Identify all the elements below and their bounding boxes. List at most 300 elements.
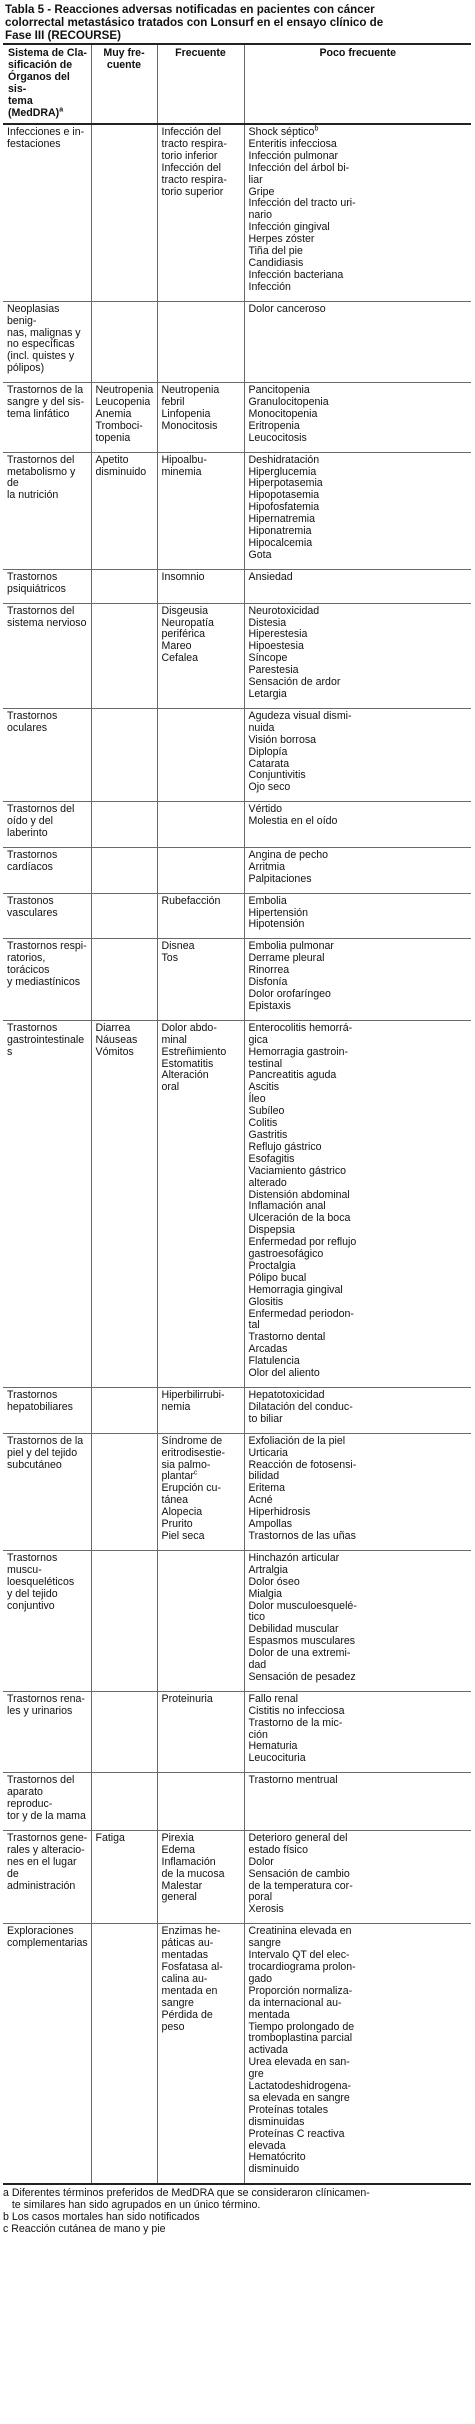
cell-text: Glositis [248, 1295, 284, 1308]
cell-line [7, 1706, 89, 1718]
cell-text: minal [161, 1033, 187, 1046]
cell-text: Ulceración de la boca [248, 1212, 351, 1225]
cell-line [162, 1892, 242, 1904]
organ-class-cell [3, 1924, 91, 2185]
cell-text: Dispepsia [248, 1224, 296, 1237]
uncommon-cell [244, 1691, 471, 1772]
uncommon-cell [244, 1773, 471, 1831]
footnote: te similares han sido agrupados en un único término. [3, 2199, 261, 2212]
cell-text: Infecciones e in- [7, 126, 85, 138]
uncommon-cell [244, 1924, 471, 2185]
cell-text: metabolismo y de [7, 465, 76, 490]
table-row [3, 452, 471, 569]
cell-text: Distensión abdominal [248, 1188, 350, 1201]
cell-text: complementarias [7, 1937, 88, 1950]
organ-class-cell [3, 708, 91, 801]
uncommon-cell [244, 603, 471, 708]
cell-text: Diplopía [248, 745, 288, 758]
organ-class-cell [3, 383, 91, 453]
header-line [8, 95, 89, 119]
cell-text: disminuidas [248, 2115, 305, 2128]
cell-text: alterado [248, 1176, 287, 1189]
cell-text: Hiperestesia [248, 628, 308, 641]
cell-text: elevada [248, 2139, 286, 2152]
uncommon-cell [244, 847, 471, 893]
cell-text: plantar [161, 1470, 194, 1483]
cell-text: testinal [248, 1057, 283, 1070]
cell-text: Exploraciones [7, 1925, 74, 1938]
cell-text: Trastonos [7, 894, 54, 907]
cell-text: gre [248, 2068, 264, 2081]
cell-text: Infección bacteriana [248, 268, 344, 281]
cell-text: da internacional au- [248, 1996, 342, 2009]
cell-text: tracto respira- [161, 137, 227, 150]
cell-line [7, 139, 89, 151]
cell-text: Trastornos [7, 848, 58, 861]
cell-text: Mareo [161, 640, 192, 653]
cell-text: Trastornos del [7, 1774, 75, 1787]
cell-text: Artralgia [248, 1563, 288, 1576]
cell-text: Edema [161, 1843, 196, 1856]
cell-text: Hiperglucemia [248, 465, 317, 478]
very-common-cell [91, 1691, 157, 1772]
cell-text: Pólipo bucal [248, 1271, 307, 1284]
cell-text: Neuropatía [161, 616, 214, 629]
cell-text: sa elevada en sangre [248, 2091, 350, 2104]
table-row [3, 569, 471, 603]
cell-text: Hipernatremia [248, 513, 316, 526]
document [3, 3, 471, 2236]
cell-text: Deshidratación [248, 453, 320, 466]
common-cell [157, 1550, 244, 1691]
uncommon-cell [244, 939, 471, 1020]
organ-class-cell [3, 1550, 91, 1691]
cell-text: Proteínas C reactiva [248, 2127, 345, 2140]
cell-line [249, 175, 470, 187]
very-common-cell [91, 1830, 157, 1923]
cell-line [7, 363, 89, 375]
cell-text: Malestar [161, 1879, 203, 1892]
cell-text: Urea elevada en san- [248, 2056, 350, 2069]
very-common-cell [91, 708, 157, 801]
organ-class-cell [3, 802, 91, 848]
cell-line [162, 896, 242, 908]
cell-text: Inflamación anal [248, 1200, 326, 1213]
cell-text: Alteración [161, 1069, 209, 1082]
table-title [5, 3, 471, 42]
cell-text: Enfermedad por reflujo [248, 1236, 357, 1249]
very-common-cell [91, 1388, 157, 1434]
cell-text: Herpes zóster [248, 233, 315, 246]
cell-text: gastrointestinales [7, 1033, 85, 1058]
cell-text: nario [248, 209, 273, 222]
cell-line [7, 1938, 89, 1950]
cell-text: Hemorragia gastroin- [248, 1045, 349, 1058]
cell-text: topenia [95, 431, 131, 444]
very-common-cell [91, 603, 157, 708]
common-cell [157, 708, 244, 801]
cell-text: Debilidad muscular [248, 1623, 339, 1636]
common-cell [157, 1830, 244, 1923]
cell-line [249, 711, 470, 723]
cell-text: Palpitaciones [248, 872, 312, 885]
cell-text: administración [7, 1879, 76, 1892]
cell-text: Hipocalcemia [248, 537, 313, 549]
cell-line [249, 304, 470, 316]
table-row [3, 603, 471, 708]
title-line: colorrectal metastásico tratados con Lonsurf en el ensayo clínico de [5, 16, 384, 29]
cell-text: conjuntivo [7, 1599, 55, 1612]
table-row [3, 893, 471, 939]
common-cell [157, 603, 244, 708]
cell-text: Disfonía [248, 976, 288, 989]
cell-text: Hemorragia gingival [248, 1283, 343, 1296]
table-row [3, 1550, 471, 1691]
organ-class-cell [3, 1433, 91, 1550]
header-line: Frecuente [175, 47, 226, 59]
cell-text: liar [248, 173, 263, 186]
very-common-cell [91, 383, 157, 453]
cell-text: tema linfático [7, 407, 70, 420]
table-row [3, 1924, 471, 2185]
cell-text: Gota [248, 548, 272, 561]
cell-line [249, 1483, 470, 1495]
cell-text: Dolor canceroso [248, 302, 326, 315]
cell-text: gado [248, 1972, 273, 1985]
cell-line [249, 2164, 470, 2176]
cell-text: nes en el lugar de [7, 1855, 77, 1880]
cell-text: Embolia pulmonar [248, 940, 334, 953]
common-cell [157, 847, 244, 893]
uncommon-cell [244, 301, 471, 382]
cell-text: Enzimas he- [161, 1925, 221, 1938]
cell-text: Disnea [161, 940, 195, 953]
very-common-cell [91, 452, 157, 569]
cell-line [249, 874, 470, 886]
header-line: Órganos del sis- [8, 71, 70, 95]
common-cell [157, 452, 244, 569]
cell-line [249, 816, 470, 828]
cell-line [7, 467, 89, 491]
cell-text: Pérdida de [161, 2008, 213, 2021]
cell-line [249, 1962, 470, 1974]
cell-text: Dolor orofaríngeo [248, 988, 331, 1000]
cell-text: Monocitopenia [248, 407, 318, 420]
very-common-cell [91, 301, 157, 382]
cell-text: Trastorno de la mic- [248, 1716, 343, 1729]
cell-line [249, 1904, 470, 1916]
organ-class-cell [3, 1020, 91, 1387]
cell-text: Fallo renal [248, 1692, 298, 1705]
cell-text: Leucocitosis [248, 431, 307, 444]
cell-text: Lactatodeshidrogena- [248, 2080, 351, 2093]
cell-text: mentada [248, 2008, 290, 2021]
cell-text: Hiperpotasemia [248, 477, 323, 490]
cell-text: Infección pulmonar [248, 149, 339, 162]
cell-text: Candidiasis [248, 256, 304, 269]
cell-text: torio superior [161, 185, 224, 198]
table-row [3, 383, 471, 453]
cell-text: Tiempo prolongado de [248, 2020, 355, 2033]
cell-line [7, 1460, 89, 1472]
cell-text: Neutropenia [95, 384, 154, 397]
organ-class-cell [3, 124, 91, 301]
uncommon-cell [244, 893, 471, 939]
cell-line [249, 1718, 470, 1730]
organ-class-cell [3, 939, 91, 1020]
cell-text: cardíacos [7, 860, 53, 873]
cell-line [249, 1460, 470, 1472]
cell-text: festaciones [7, 137, 61, 150]
common-cell [157, 1388, 244, 1434]
cell-text: Esofagitis [248, 1152, 295, 1165]
cell-text: Trastorno mentrual [248, 1774, 338, 1787]
cell-line [249, 550, 470, 562]
header-very-common [91, 44, 157, 124]
very-common-cell [91, 939, 157, 1020]
cell-text: Arcadas [248, 1343, 288, 1356]
cell-line [249, 198, 470, 210]
cell-line [162, 1082, 242, 1094]
cell-text: Creatinina elevada en [248, 1925, 352, 1938]
cell-text: gastroesofágico [248, 1248, 324, 1261]
very-common-cell [91, 1433, 157, 1550]
cell-line [7, 584, 89, 596]
cell-text: Monocitosis [161, 419, 218, 432]
cell-line [7, 1402, 89, 1414]
cell-line [7, 723, 89, 735]
cell-text: laberinto [7, 827, 48, 840]
cell-text: Catarata [248, 757, 290, 770]
cell-line [249, 1672, 470, 1684]
cell-text: minemia [161, 465, 202, 478]
cell-text: Parestesia [248, 664, 299, 677]
cell-text: Hematuria [248, 1740, 298, 1753]
organ-class-cell [3, 603, 91, 708]
uncommon-cell [244, 452, 471, 569]
cell-text: nemia [161, 1400, 191, 1413]
cell-line [249, 572, 470, 584]
cell-text: Sensación de cambio [248, 1867, 350, 1880]
cell-text: Gastritis [248, 1128, 288, 1141]
cell-text: Epistaxis [248, 999, 291, 1012]
cell-text: Anemia [95, 407, 132, 420]
cell-text: ción [248, 1728, 268, 1741]
table-row [3, 847, 471, 893]
cell-line [7, 862, 89, 874]
cell-text: Piel seca [161, 1529, 205, 1542]
cell-text: Alopecia [161, 1506, 203, 1519]
cell-text: Ojo seco [248, 781, 291, 794]
cell-line [7, 1553, 89, 1577]
common-cell [157, 1020, 244, 1387]
common-cell [157, 1924, 244, 2185]
cell-line [162, 653, 242, 665]
uncommon-cell [244, 802, 471, 848]
cell-text: Náuseas [95, 1033, 138, 1046]
cell-line [249, 1082, 470, 1094]
cell-text: de la temperatura cor- [248, 1879, 353, 1892]
cell-text: Estreñimiento [161, 1045, 227, 1058]
cell-text: Hematócrito [248, 2151, 306, 2164]
header-line: Sistema de Cla- [8, 47, 87, 59]
cell-text: Neoplasias benig- [7, 302, 60, 327]
very-common-cell [91, 802, 157, 848]
cell-text: Ansiedad [248, 570, 293, 583]
cell-text: sangre y del sis- [7, 396, 85, 409]
cell-text: Letargia [248, 687, 287, 700]
cell-text: sia palmo- [161, 1458, 211, 1471]
title-line: Fase III (RECOURSE) [5, 29, 121, 42]
uncommon-cell [244, 1433, 471, 1550]
cell-text: de la mucosa [161, 1867, 225, 1880]
cell-text: Estomatitis [161, 1057, 214, 1070]
very-common-cell [91, 124, 157, 301]
uncommon-cell [244, 1830, 471, 1923]
cell-text: tor y de la mama [7, 1810, 86, 1822]
cell-line [249, 1070, 470, 1082]
cell-text: Neurotoxicidad [248, 604, 320, 617]
cell-text: dad [248, 1659, 267, 1672]
organ-class-cell [3, 1691, 91, 1772]
cell-line [249, 163, 470, 175]
cell-text: Proteínas totales [248, 2103, 328, 2116]
cell-line [249, 782, 470, 794]
cell-text: activada [248, 2044, 288, 2057]
cell-text: trocardiograma prolon- [248, 1960, 356, 1973]
cell-line [162, 572, 242, 584]
cell-text: Urticaria [248, 1446, 288, 1459]
common-cell [157, 893, 244, 939]
cell-text: sangre [248, 1937, 281, 1950]
cell-line [7, 304, 89, 328]
cell-text: Fosfatasa al- [161, 1960, 223, 1973]
cell-text: Infección del tracto uri- [248, 197, 356, 210]
table-row [3, 1691, 471, 1772]
cell-text: Trastornos [7, 570, 58, 583]
cell-text: páticas au- [161, 1937, 214, 1950]
cell-line [249, 1845, 470, 1857]
cell-text: Leucopenia [95, 396, 151, 409]
cell-text: Diarrea [95, 1021, 131, 1034]
cell-text: Trastornos [7, 1021, 58, 1034]
uncommon-cell [244, 124, 471, 301]
table-row [3, 301, 471, 382]
cell-text: la nutrición [7, 489, 59, 502]
cell-text: to biliar [248, 1412, 283, 1425]
cell-text: sangre [161, 1996, 194, 2009]
cell-line [249, 282, 470, 294]
cell-text: Trastornos del [7, 803, 75, 816]
organ-class-cell [3, 452, 91, 569]
cell-text: Reacción de fotosensi- [248, 1458, 357, 1471]
cell-line [96, 433, 155, 445]
cell-line [249, 1309, 470, 1321]
cell-text: Trastornos rena- [7, 1692, 85, 1705]
cell-text: Síndrome de [161, 1434, 223, 1447]
very-common-cell [91, 893, 157, 939]
header-line-text: tema (MedDRA) [8, 95, 60, 119]
cell-line [249, 1648, 470, 1660]
cell-text: Espasmos musculares [248, 1635, 356, 1648]
footnote-marker: b [314, 125, 319, 133]
cell-text: Conjuntivitis [248, 769, 306, 782]
uncommon-cell [244, 383, 471, 453]
cell-line [7, 1811, 89, 1823]
cell-line [249, 1531, 470, 1543]
cell-text: Proporción normaliza- [248, 1984, 353, 1997]
cell-text: Vértido [248, 803, 283, 816]
cell-text: Dolor óseo [248, 1575, 300, 1588]
cell-text: disminuido [95, 465, 147, 478]
cell-line [96, 1833, 155, 1845]
cell-line [7, 1881, 89, 1893]
table-row [3, 1388, 471, 1434]
common-cell [157, 383, 244, 453]
cell-text: mentadas [161, 1949, 209, 1962]
cell-text: Vómitos [95, 1045, 134, 1058]
cell-text: hepatobiliares [7, 1400, 73, 1413]
common-cell [157, 124, 244, 301]
cell-text: Distesia [248, 616, 287, 629]
cell-line [249, 433, 470, 445]
cell-text: les y urinarios [7, 1704, 73, 1717]
cell-text: Arritmia [248, 860, 285, 873]
cell-text: Leucocituria [248, 1752, 306, 1765]
cell-text: Hepatotoxicidad [248, 1389, 325, 1401]
cell-text: Hipotensión [248, 918, 305, 931]
cell-text: Hiperbilirrubi- [161, 1389, 225, 1401]
cell-text: tracto respira- [161, 173, 227, 186]
cell-line [249, 1023, 470, 1035]
cell-text: Trastornos [7, 709, 58, 722]
cell-text: Dolor [248, 1855, 274, 1868]
cell-text: Pancreatitis aguda [248, 1069, 337, 1082]
cell-text: Cistitis no infecciosa [248, 1704, 345, 1717]
uncommon-cell [244, 1550, 471, 1691]
cell-line [249, 1601, 470, 1613]
cell-text: Dolor abdo- [161, 1021, 217, 1034]
cell-line [7, 490, 89, 502]
cell-line [162, 467, 242, 479]
cell-text: Pancitopenia [248, 384, 310, 397]
very-common-cell [91, 1924, 157, 2185]
organ-class-cell [3, 1388, 91, 1434]
cell-text: Infección del [161, 126, 221, 138]
cell-text: Embolia [248, 894, 287, 907]
cell-text: Subíleo [248, 1105, 285, 1118]
cell-text: Íleo [248, 1093, 266, 1106]
cell-text: Trastornos del [7, 604, 75, 617]
table-row [3, 1773, 471, 1831]
cell-text: Visión borrosa [248, 733, 317, 746]
table-row [3, 802, 471, 848]
cell-line [7, 409, 89, 421]
common-cell [157, 802, 244, 848]
cell-line [162, 2022, 242, 2034]
cell-text: Dilatación del conduc- [248, 1400, 353, 1413]
cell-line [249, 2057, 470, 2069]
cell-text: Enterocolitis hemorrá- [248, 1021, 353, 1034]
cell-text: Olor del aliento [248, 1367, 320, 1380]
uncommon-cell [244, 708, 471, 801]
cell-text: Eritema [248, 1482, 285, 1495]
cell-line [7, 1601, 89, 1613]
organ-class-cell [3, 301, 91, 382]
title-line: Tabla 5 - Reacciones adversas notificadas en pacientes con cáncer [5, 3, 375, 16]
cell-text: Erupción cu- [161, 1482, 221, 1495]
adverse-reactions-table [3, 43, 471, 2185]
